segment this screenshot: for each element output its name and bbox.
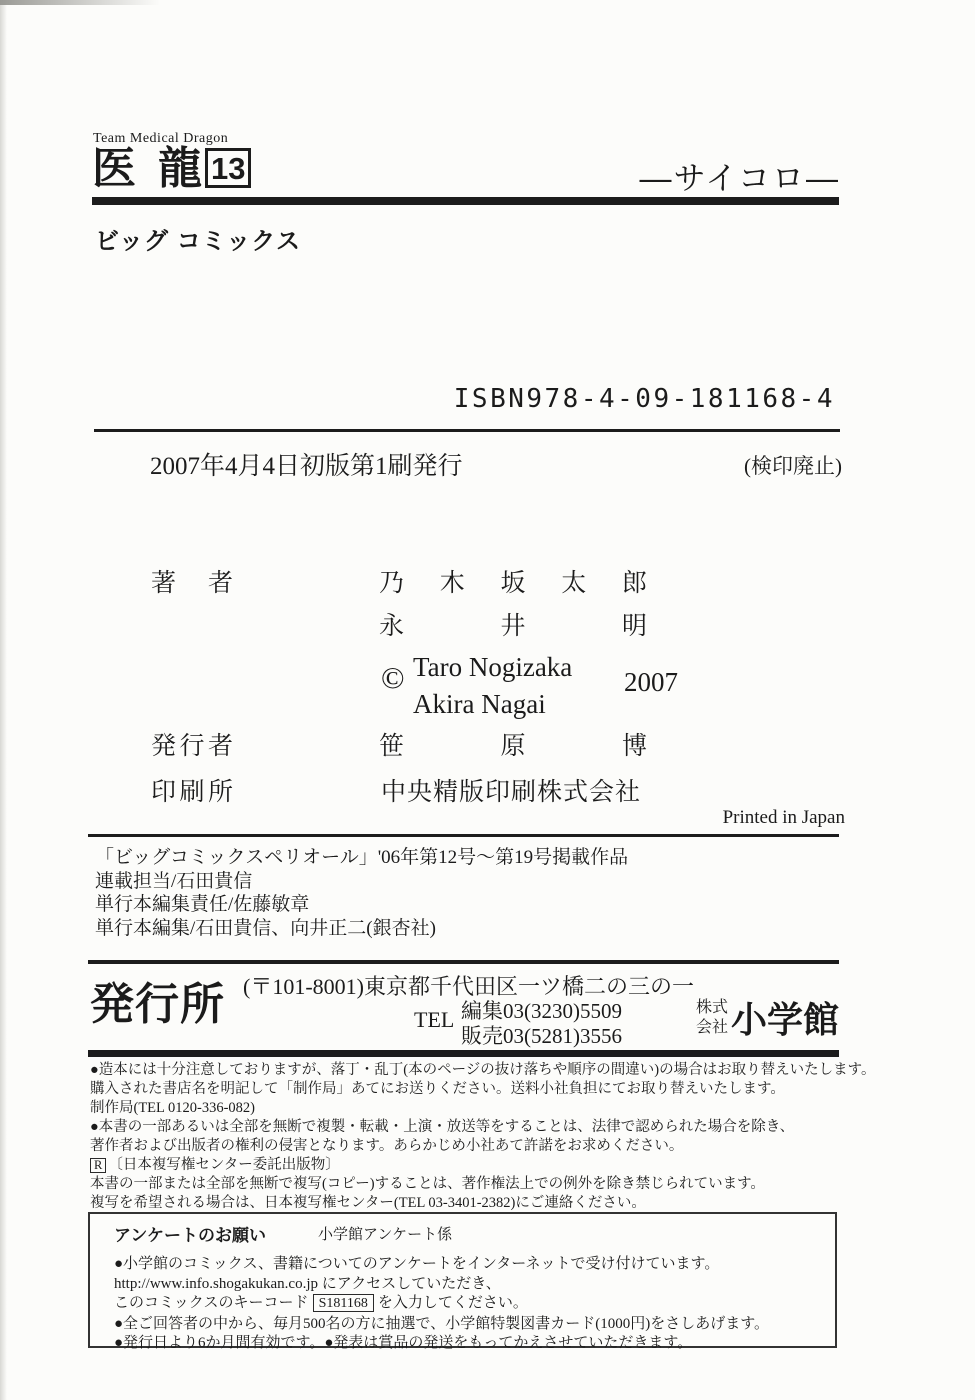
serialization-block [95,846,628,940]
serialization-editor: 連載担当/石田貴信 [95,870,253,892]
copyright-symbol: © [381,660,405,695]
notice-reproduction-rights [90,1156,875,1175]
survey-line-validity: ●発行日より6か月間有効です。●発表は賞品の発送をもってかえさせていただきます。 [114,1335,693,1351]
survey-line-1: ●小学館のコミックス、書籍についてのアンケートをインターネットで受け付けています。 [114,1256,720,1272]
author-name-1: 乃木坂太郎 [379,570,647,597]
copyright-name-1: Taro Nogizaka [413,652,573,682]
notice-photocopy-1: 本書の一部または全部を無断で複写(コピー)することは、著作権法上での例外を除き禁じられています。 [90,1176,765,1192]
survey-line-keycode [114,1291,528,1312]
notice-rights-center: 〔日本複写権センター委託出版物〕 [108,1157,340,1173]
keycode-value-box: S181168 [313,1294,374,1312]
scan-edge-left [0,0,7,1400]
publisher-name: 笹原博 [379,733,647,760]
notice-copyright-1: ●本書の一部あるいは全部を無断で複製・転載・上演・放送等をすることは、法律で認められた場合を除き、 [90,1119,795,1135]
survey-title: アンケートのお願い [114,1226,266,1245]
printer-name: 中央精版印刷株式会社 [381,779,642,806]
publisher-section-bottom-rule [88,1050,839,1057]
edition-date: 2007年4月4日初版第1刷発行 [150,453,463,480]
notice-binding-2: 購入された書店名を明記して「制作局」あてにお送りください。送料小社負担にてお取り替えいたします。 [90,1081,785,1097]
copyright-names [413,649,572,723]
publishing-house-address: (〒101-8001)東京都千代田区一ツ橋二の三の一 [243,974,694,999]
volume-number-box: 13 [205,148,251,188]
series-english-title: Team Medical Dragon [93,131,229,146]
copyright-name-2: Akira Nagai [413,689,546,719]
publisher-label: 発行者 [151,733,233,760]
tel-sales: 販売03(5281)3556 [461,1024,622,1048]
company-prefix-bottom: 会社 [695,1018,728,1036]
serialization-source: 「ビッグコミックスペリオール」'06年第12号〜第19号掲載作品 [95,847,629,868]
notice-binding-1: ●造本には十分注意しておりますが、落丁・乱丁(本のページの抜け落ちや順序の間違い)の場合はお取り替えいたします。 [90,1062,876,1078]
printer-label: 印刷所 [151,779,233,806]
survey-line-prize: ●全ご回答者の中から、毎月500名の方に抽選で、小学館特製図書カード(1000円)をさしあげます。 [114,1316,770,1332]
publisher-section-top-rule [88,960,839,964]
imprint-label: ビッグ コミックス [95,228,301,255]
title-char-2: 龍 [158,144,202,193]
keycode-text-after: を入力してください。 [377,1295,528,1311]
printed-in-japan: Printed in Japan [722,807,845,828]
tankobon-editors: 単行本編集/石田貴信、向井正二(銀杏社) [95,917,436,939]
title-rule [92,197,839,205]
company-name: 小学館 [730,999,839,1040]
isbn-rule [94,429,840,432]
survey-box [88,1212,837,1351]
survey-line-url: http://www.info.shogakukan.co.jp にアクセスしていただき、 [114,1276,501,1292]
title-char-1: 医 [92,144,136,193]
notice-photocopy-2: 複写を希望される場合は、日本複写権センター(TEL 03-3401-2382)にご連絡ください。 [90,1195,646,1211]
survey-recipient: 小学館アンケート係 [318,1227,453,1243]
notice-copyright-2: 著作者および出版者の権利の侵害となります。あらかじめ小社あて許諾をお求めください。 [90,1138,684,1154]
publishing-house-label: 発行所 [90,980,225,1029]
notices-block [90,1061,875,1213]
book-title [92,144,251,193]
keycode-text-before: このコミックスのキーコード [114,1295,309,1311]
company-prefix [696,998,728,1038]
copyright-year: 2007 [624,667,678,697]
credits-rule [88,834,839,837]
author-label: 著者 [151,570,233,597]
author-name-2: 永井明 [379,613,647,640]
publisher-company [696,992,839,1043]
r-mark-icon: R [90,1158,106,1173]
tel-label: TEL [414,1007,455,1032]
notice-production-tel: 制作局(TEL 0120-336-082) [90,1100,255,1116]
company-prefix-top: 株式 [695,998,728,1016]
inspection-seal-note: (検印廃止) [744,454,842,478]
isbn: ISBN978-4-09-181168-4 [453,384,835,414]
scan-edge-top [0,0,160,5]
tel-editorial: 編集03(3230)5509 [461,999,622,1023]
volume-subtitle: —サイコロ— [639,160,840,196]
tankobon-chief-editor: 単行本編集責任/佐藤敏章 [95,894,310,915]
